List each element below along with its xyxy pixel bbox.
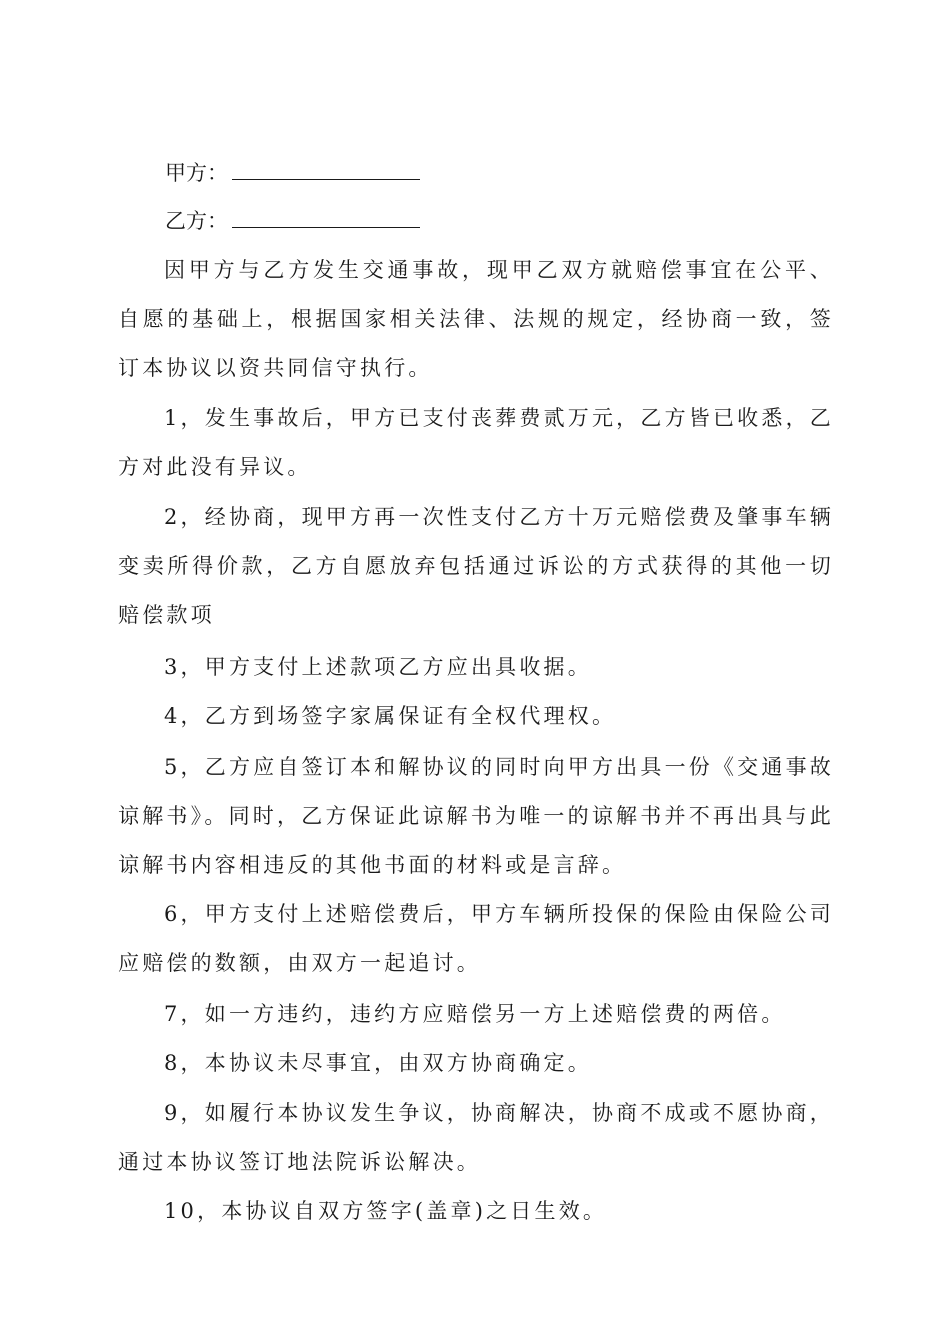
party-a-line: [165, 157, 420, 187]
clause-5: 5，乙方应自签订本和解协议的同时向甲方出具一份《交通事故谅解书》。同时，乙方保证此谅解书为唯一的谅解书并不再出具与此谅解书内容相违反的其他书面的材料或是言辞。: [118, 755, 834, 877]
clause-9: 9，如履行本协议发生争议，协商解决，协商不成或不愿协商，通过本协议签订地法院诉讼解决。: [118, 1101, 834, 1174]
party-b-label: 乙方：: [165, 209, 228, 233]
clause-6: 6，甲方支付上述赔偿费后，甲方车辆所投保的保险由保险公司应赔偿的数额，由双方一起追讨。: [118, 902, 834, 975]
clause-1: 1，发生事故后，甲方已支付丧葬费贰万元，乙方皆已收悉，乙方对此没有异议。: [118, 406, 834, 479]
party-a-blank: [232, 157, 420, 180]
clause-4: 4，乙方到场签字家属保证有全权代理权。: [164, 704, 617, 728]
party-a-label: 甲方：: [165, 161, 228, 185]
clause-8: 8，本协议未尽事宜，由双方协商确定。: [164, 1051, 592, 1075]
party-b-blank: [232, 205, 420, 228]
clause-10: 10，本协议自双方签字(盖章)之日生效。: [164, 1199, 608, 1223]
clause-2: 2，经协商，现甲方再一次性支付乙方十万元赔偿费及肇事车辆变卖所得价款，乙方自愿放弃包括通过诉讼的方式获得的其他一切赔偿款项: [118, 505, 834, 627]
party-b-line: [165, 205, 420, 235]
preamble-paragraph: 因甲方与乙方发生交通事故，现甲乙双方就赔偿事宜在公平、自愿的基础上，根据国家相关法律、法规的规定，经协商一致，签订本协议以资共同信守执行。: [118, 258, 834, 380]
clause-3: 3，甲方支付上述款项乙方应出具收据。: [164, 655, 592, 679]
clause-7: 7，如一方违约，违约方应赔偿另一方上述赔偿费的两倍。: [164, 1002, 786, 1026]
